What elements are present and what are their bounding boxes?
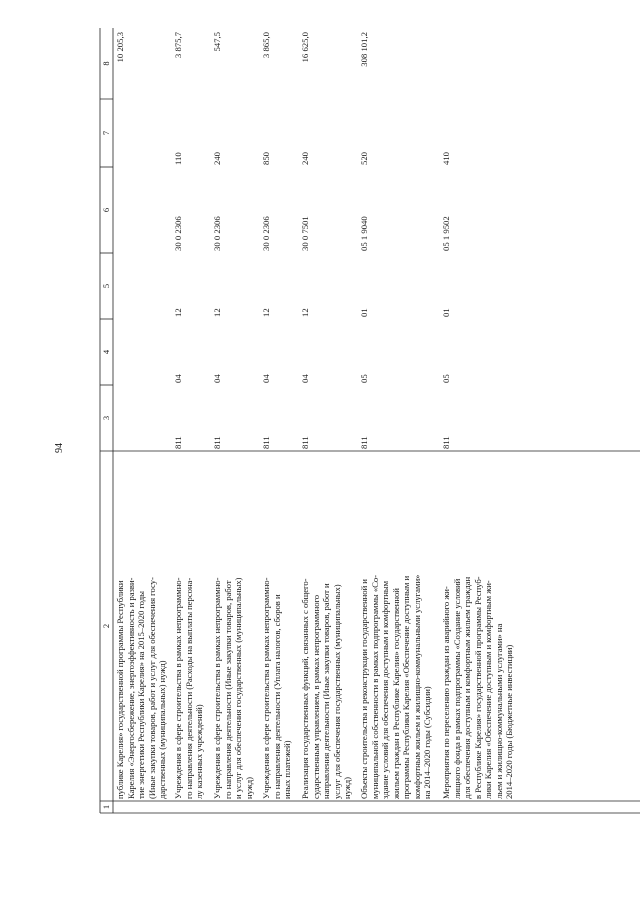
- row-4-description: Учреждения в сфере строительства в рамках непрограммно- го направления деятельности (Уплата налогов, сборов и иных платежей): [261, 577, 292, 799]
- header-col-8: 8: [101, 61, 111, 66]
- row-7-target: 05 1 9502: [441, 216, 451, 251]
- row-4-target: 30 0 2306: [261, 216, 271, 251]
- row-3-type: 240: [212, 151, 222, 165]
- header-col-4: 4: [101, 349, 111, 355]
- row-7-type: 410: [441, 151, 451, 165]
- row-2-description: Учреждения в сфере строительства в рамках непрограммно- го направления деятельности (Расходы на выплаты персона- лу казенных учреждений): [173, 577, 204, 799]
- row-5-section: 04: [300, 374, 310, 383]
- row-7-amount: [440, 28, 442, 99]
- row-6-subsection: 01: [359, 308, 369, 317]
- row-4-amount: 3 865,0: [261, 32, 271, 59]
- row-3-amount: 547,5: [212, 32, 222, 52]
- row-2-section: 04: [173, 374, 183, 383]
- row-6-type: 520: [359, 151, 369, 165]
- row-6-target: 05 1 9040: [359, 216, 369, 251]
- header-col-5: 5: [101, 283, 111, 289]
- row-2-type: 110: [173, 152, 183, 165]
- row-3-target: 30 0 2306: [212, 216, 222, 251]
- row-2-target: 30 0 2306: [173, 216, 183, 251]
- row-2-code: 811: [173, 436, 183, 449]
- header-col-7: 7: [101, 130, 111, 136]
- row-1-amount: 10 205,3: [115, 32, 125, 63]
- row-4-type: 850: [261, 151, 271, 165]
- row-2-amount: 3 875,7: [173, 32, 183, 59]
- row-6-code: 811: [359, 436, 369, 449]
- row-7-code: 811: [441, 436, 451, 449]
- header-col-2: 2: [101, 623, 111, 629]
- row-7-description: Мероприятия по переселению граждан из аварийного жи- лищного фонда в рамках подпрограммы «Создание условий для обеспечения доступным и комфортным жильем граждан в Республике Карелия» государственной программы Респуб- лики Карелия «Обеспечение доступным и комфортным жи- льем и жилищно-коммунальными услугами» на 2014–2020 годы (Бюджетные инвестиции): [441, 576, 514, 799]
- header-col-6: 6: [101, 207, 111, 213]
- row-1-description: публике Карелия» государственной программы Республики Карелия «Энергосбережение, энергоэффективность и разви- тие энергетики Республики Карелия» на 2015–2020 годы (Иные закупки товаров, работ и услуг для обеспечения госу- дарственных (муниципальных) нужд): [115, 577, 167, 799]
- row-3-description: Учреждения в сфере строительства в рамках непрограммно- го направления деятельности (Иные закупки товаров, работ и услуг для обеспечения государственных (муниципальных) нужд): [212, 577, 254, 799]
- row-5-type: 240: [300, 151, 310, 165]
- header-col-1: 1: [101, 804, 111, 810]
- row-5-code: 811: [300, 436, 310, 449]
- row-5-amount: 16 625,0: [300, 32, 310, 63]
- row-6-amount: 308 101,2: [359, 32, 369, 67]
- row-4-subsection: 12: [261, 308, 271, 317]
- page-number: 94: [54, 443, 65, 453]
- header-col-3: 3: [101, 415, 111, 421]
- row-4-section: 04: [261, 374, 271, 383]
- row-6-section: 05: [359, 374, 369, 383]
- row-3-subsection: 12: [212, 308, 222, 317]
- row-2-subsection: 12: [173, 308, 183, 317]
- row-3-section: 04: [212, 374, 222, 383]
- row-7-subsection: 01: [441, 308, 451, 317]
- budget-table: [90, 28, 640, 833]
- row-5-subsection: 12: [300, 308, 310, 317]
- table-viewport: [90, 28, 640, 833]
- row-6-description: Объекты строительства и реконструкции государственной и муниципальной собственности в рамках подпрограммы «Со- здание условий для обеспечения доступным и комфортным жильем граждан в Республике Карелия» государственной программы Республики Карелия «Обеспечение доступным и комфортным жильем и жилищно-коммунальными услугами» на 2014–2020 годы (Субсидии): [359, 574, 432, 799]
- row-7-section: 05: [441, 374, 451, 383]
- row-5-description: Реализация государственных функций, связанных с общего- сударственным управлением, в рамках непрограммного направления деятельности (Иные закупки товаров, работ и услуг для обеспечения государственных (муниципальных) нужд): [300, 578, 352, 799]
- row-3-code: 811: [212, 436, 222, 449]
- row-5-target: 30 0 7501: [300, 216, 310, 251]
- row-4-code: 811: [261, 436, 271, 449]
